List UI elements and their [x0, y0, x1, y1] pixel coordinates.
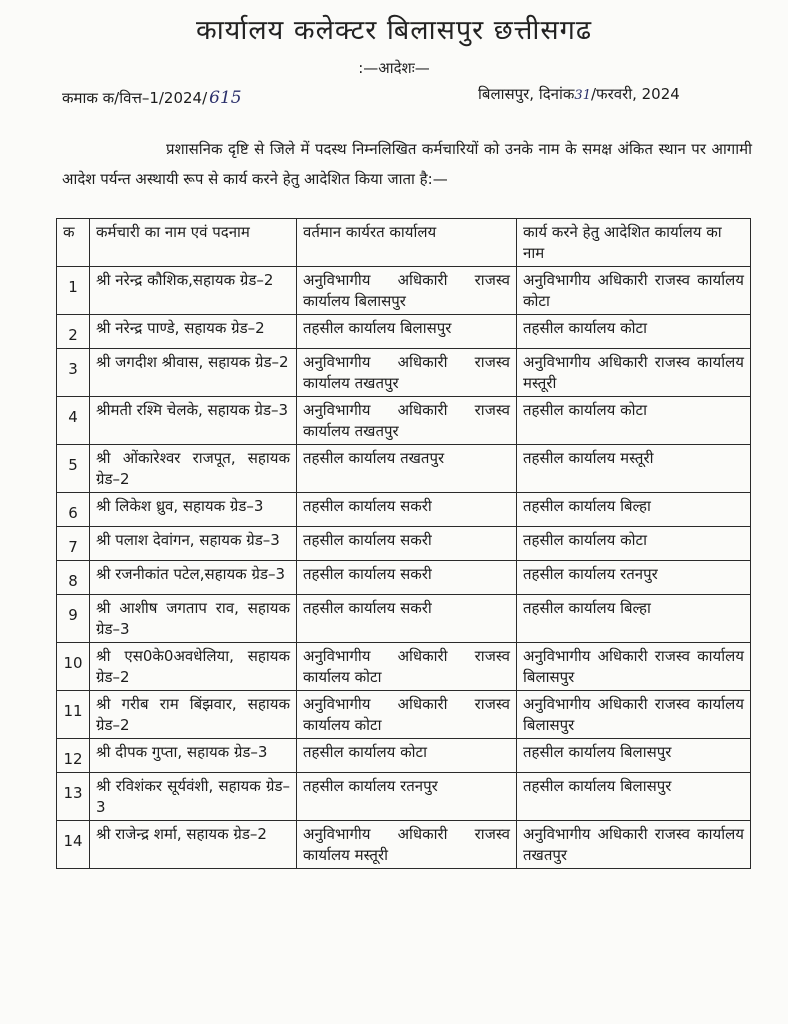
order-number [62, 88, 242, 108]
staff-transfer-table [56, 218, 751, 869]
ordered-office-cell: तहसील कार्यालय बिलासपुर [517, 739, 751, 773]
serial-cell: 12 [57, 739, 90, 773]
office-title: कार्यालय कलेक्टर बिलासपुर छत्तीसगढ [195, 15, 593, 46]
current-office-cell: अनुविभागीय अधिकारी राजस्व कार्यालय बिलासपुर [297, 267, 517, 315]
serial-cell: 9 [57, 595, 90, 643]
place-date-handwritten: 31 [574, 88, 591, 103]
table-row [57, 349, 751, 397]
table-row [57, 643, 751, 691]
ordered-office-cell: अनुविभागीय अधिकारी राजस्व कार्यालय बिलासपुर [517, 691, 751, 739]
employee-name-cell: श्री दीपक गुप्ता, सहायक ग्रेड–3 [90, 739, 297, 773]
ordered-office-cell: अनुविभागीय अधिकारी राजस्व कार्यालय बिलासपुर [517, 643, 751, 691]
serial-cell: 5 [57, 445, 90, 493]
ordered-office-cell: तहसील कार्यालय रतनपुर [517, 561, 751, 595]
ordered-office-cell: तहसील कार्यालय बिल्हा [517, 595, 751, 643]
ordered-office-cell: अनुविभागीय अधिकारी राजस्व कार्यालय मस्तूरी [517, 349, 751, 397]
current-office-cell: अनुविभागीय अधिकारी राजस्व कार्यालय मस्तूरी [297, 821, 517, 869]
header-serial: क [57, 219, 90, 267]
ordered-office-cell: अनुविभागीय अधिकारी राजस्व कार्यालय तखतपुर [517, 821, 751, 869]
current-office-cell: तहसील कार्यालय सकरी [297, 493, 517, 527]
table-header-row [57, 219, 751, 267]
table-row [57, 397, 751, 445]
order-number-handwritten: 615 [209, 88, 242, 108]
serial-cell: 6 [57, 493, 90, 527]
order-place-date [478, 84, 680, 104]
table-row [57, 493, 751, 527]
ordered-office-cell: तहसील कार्यालय बिल्हा [517, 493, 751, 527]
table-row [57, 821, 751, 869]
ordered-office-cell: तहसील कार्यालय कोटा [517, 315, 751, 349]
header-ordered-office: कार्य करने हेतु आदेशित कार्यालय का नाम [517, 219, 751, 267]
serial-cell: 7 [57, 527, 90, 561]
employee-name-cell: श्री नरेन्द्र कौशिक,सहायक ग्रेड–2 [90, 267, 297, 315]
serial-cell: 8 [57, 561, 90, 595]
employee-name-cell: श्री जगदीश श्रीवास, सहायक ग्रेड–2 [90, 349, 297, 397]
header-current-office: वर्तमान कार्यरत कार्यालय [297, 219, 517, 267]
employee-name-cell: श्रीमती रश्मि चेलके, सहायक ग्रेड–3 [90, 397, 297, 445]
employee-name-cell: श्री गरीब राम बिंझवार, सहायक ग्रेड–2 [90, 691, 297, 739]
ordered-office-cell: तहसील कार्यालय कोटा [517, 527, 751, 561]
current-office-cell: अनुविभागीय अधिकारी राजस्व कार्यालय तखतपुर [297, 397, 517, 445]
place-date-suffix: /फरवरी, 2024 [590, 85, 680, 103]
current-office-cell: तहसील कार्यालय सकरी [297, 595, 517, 643]
serial-cell: 2 [57, 315, 90, 349]
employee-name-cell: श्री नरेन्द्र पाण्डे, सहायक ग्रेड–2 [90, 315, 297, 349]
current-office-cell: तहसील कार्यालय सकरी [297, 561, 517, 595]
table-body [57, 267, 751, 869]
serial-cell: 13 [57, 773, 90, 821]
ordered-office-cell: तहसील कार्यालय मस्तूरी [517, 445, 751, 493]
current-office-cell: तहसील कार्यालय सकरी [297, 527, 517, 561]
table-row [57, 445, 751, 493]
table-row [57, 595, 751, 643]
ordered-office-cell: तहसील कार्यालय कोटा [517, 397, 751, 445]
employee-name-cell: श्री एस0के0अवधेलिया, सहायक ग्रेड–2 [90, 643, 297, 691]
serial-cell: 1 [57, 267, 90, 315]
order-number-prefix: कमाक क/वित्त–1/2024/ [62, 89, 208, 107]
table-row [57, 691, 751, 739]
current-office-cell: तहसील कार्यालय कोटा [297, 739, 517, 773]
order-heading: :—आदेशः— [358, 59, 430, 77]
current-office-cell: तहसील कार्यालय तखतपुर [297, 445, 517, 493]
table-row [57, 773, 751, 821]
header-employee-name: कर्मचारी का नाम एवं पदनाम [90, 219, 297, 267]
serial-cell: 3 [57, 349, 90, 397]
serial-cell: 11 [57, 691, 90, 739]
employee-name-cell: श्री आशीष जगताप राव, सहायक ग्रेड–3 [90, 595, 297, 643]
serial-cell: 4 [57, 397, 90, 445]
employee-name-cell: श्री लिकेश ध्रुव, सहायक ग्रेड–3 [90, 493, 297, 527]
place-date-prefix: बिलासपुर, दिनांक [478, 85, 575, 103]
current-office-cell: अनुविभागीय अधिकारी राजस्व कार्यालय कोटा [297, 643, 517, 691]
serial-cell: 10 [57, 643, 90, 691]
current-office-cell: तहसील कार्यालय रतनपुर [297, 773, 517, 821]
employee-name-cell: श्री रविशंकर सूर्यवंशी, सहायक ग्रेड–3 [90, 773, 297, 821]
ordered-office-cell: अनुविभागीय अधिकारी राजस्व कार्यालय कोटा [517, 267, 751, 315]
employee-name-cell: श्री ओंकारेश्वर राजपूत, सहायक ग्रेड–2 [90, 445, 297, 493]
table-row [57, 739, 751, 773]
employee-name-cell: श्री राजेन्द्र शर्मा, सहायक ग्रेड–2 [90, 821, 297, 869]
employee-name-cell: श्री रजनीकांत पटेल,सहायक ग्रेड–3 [90, 561, 297, 595]
table-row [57, 527, 751, 561]
employee-name-cell: श्री पलाश देवांगन, सहायक ग्रेड–3 [90, 527, 297, 561]
serial-cell: 14 [57, 821, 90, 869]
current-office-cell: अनुविभागीय अधिकारी राजस्व कार्यालय तखतपुर [297, 349, 517, 397]
table-row [57, 315, 751, 349]
table-row [57, 267, 751, 315]
ordered-office-cell: तहसील कार्यालय बिलासपुर [517, 773, 751, 821]
intro-paragraph: प्रशासनिक दृष्टि से जिले में पदस्थ निम्नलिखित कर्मचारियों को उनके नाम के समक्ष अंकित स्थान पर आगामी आदेश पर्यन्त अस्थायी रूप से कार्य करने हेतु आदेशित किया जाता है:— [62, 140, 752, 188]
table-row [57, 561, 751, 595]
current-office-cell: अनुविभागीय अधिकारी राजस्व कार्यालय कोटा [297, 691, 517, 739]
current-office-cell: तहसील कार्यालय बिलासपुर [297, 315, 517, 349]
